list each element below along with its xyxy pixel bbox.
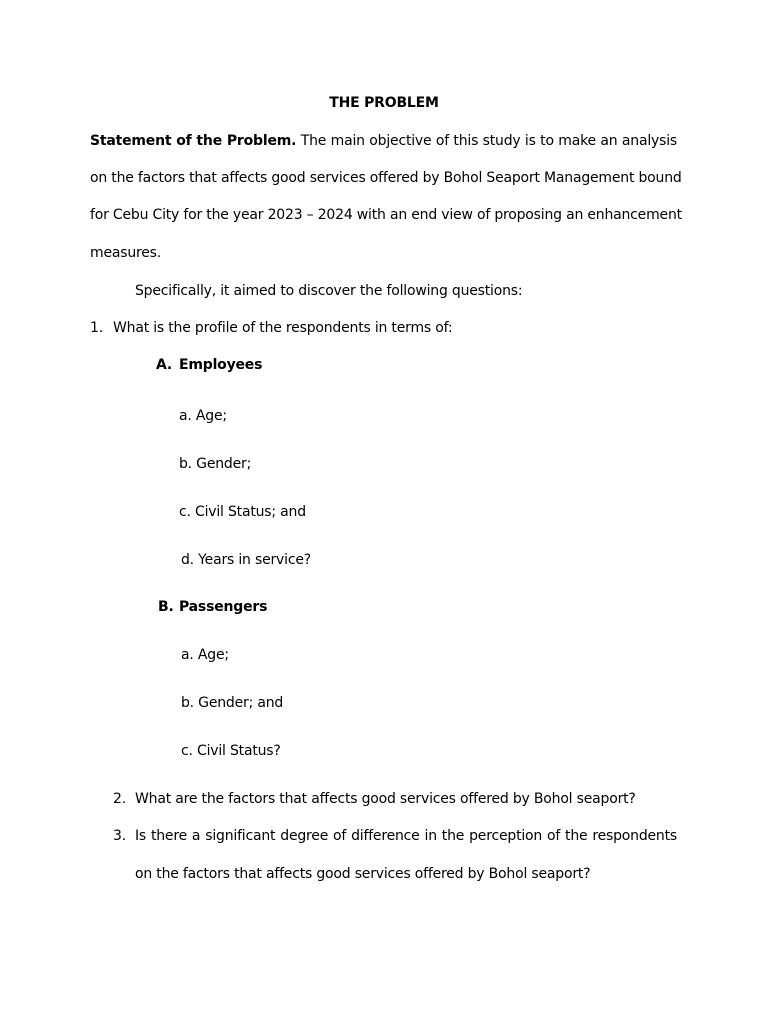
statement-line-3: for Cebu City for the year 2023 – 2024 with an end view of proposing an enhancement: [90, 207, 682, 223]
group-a-letter: A.: [156, 357, 173, 373]
group-b-item: a. Age;: [181, 647, 229, 663]
question-2-number: 2.: [113, 791, 126, 807]
page-title: THE PROBLEM: [329, 95, 439, 111]
group-b-item: c. Civil Status?: [181, 743, 281, 759]
question-2-text: What are the factors that affects good services offered by Bohol seaport?: [135, 791, 636, 807]
group-a-item: c. Civil Status; and: [179, 504, 306, 520]
intro-paragraph: Specifically, it aimed to discover the following questions:: [135, 283, 523, 299]
question-3-line-2: on the factors that affects good services offered by Bohol seaport?: [135, 866, 591, 882]
group-a-title: Employees: [179, 357, 263, 373]
question-1-number: 1.: [90, 320, 103, 336]
statement-heading: Statement of the Problem.: [90, 133, 297, 149]
statement-text: The main objective of this study is to make an analysis: [300, 133, 677, 149]
group-b-item: b. Gender; and: [181, 695, 284, 711]
group-b-letter: B.: [158, 599, 174, 615]
group-b-title: Passengers: [179, 599, 268, 615]
question-1-text: What is the profile of the respondents in terms of:: [113, 320, 453, 336]
group-a-item: d. Years in service?: [181, 552, 311, 568]
statement-line-2: on the factors that affects good services offered by Bohol Seaport Management bound: [90, 170, 682, 186]
question-3-line-1: Is there a significant degree of difference in the perception of the respondents: [135, 828, 677, 844]
group-a-item: a. Age;: [179, 408, 227, 424]
question-3-number: 3.: [113, 828, 126, 844]
group-a-item: b. Gender;: [179, 456, 252, 472]
statement-line-4: measures.: [90, 245, 162, 261]
statement-line-1: [90, 131, 677, 151]
